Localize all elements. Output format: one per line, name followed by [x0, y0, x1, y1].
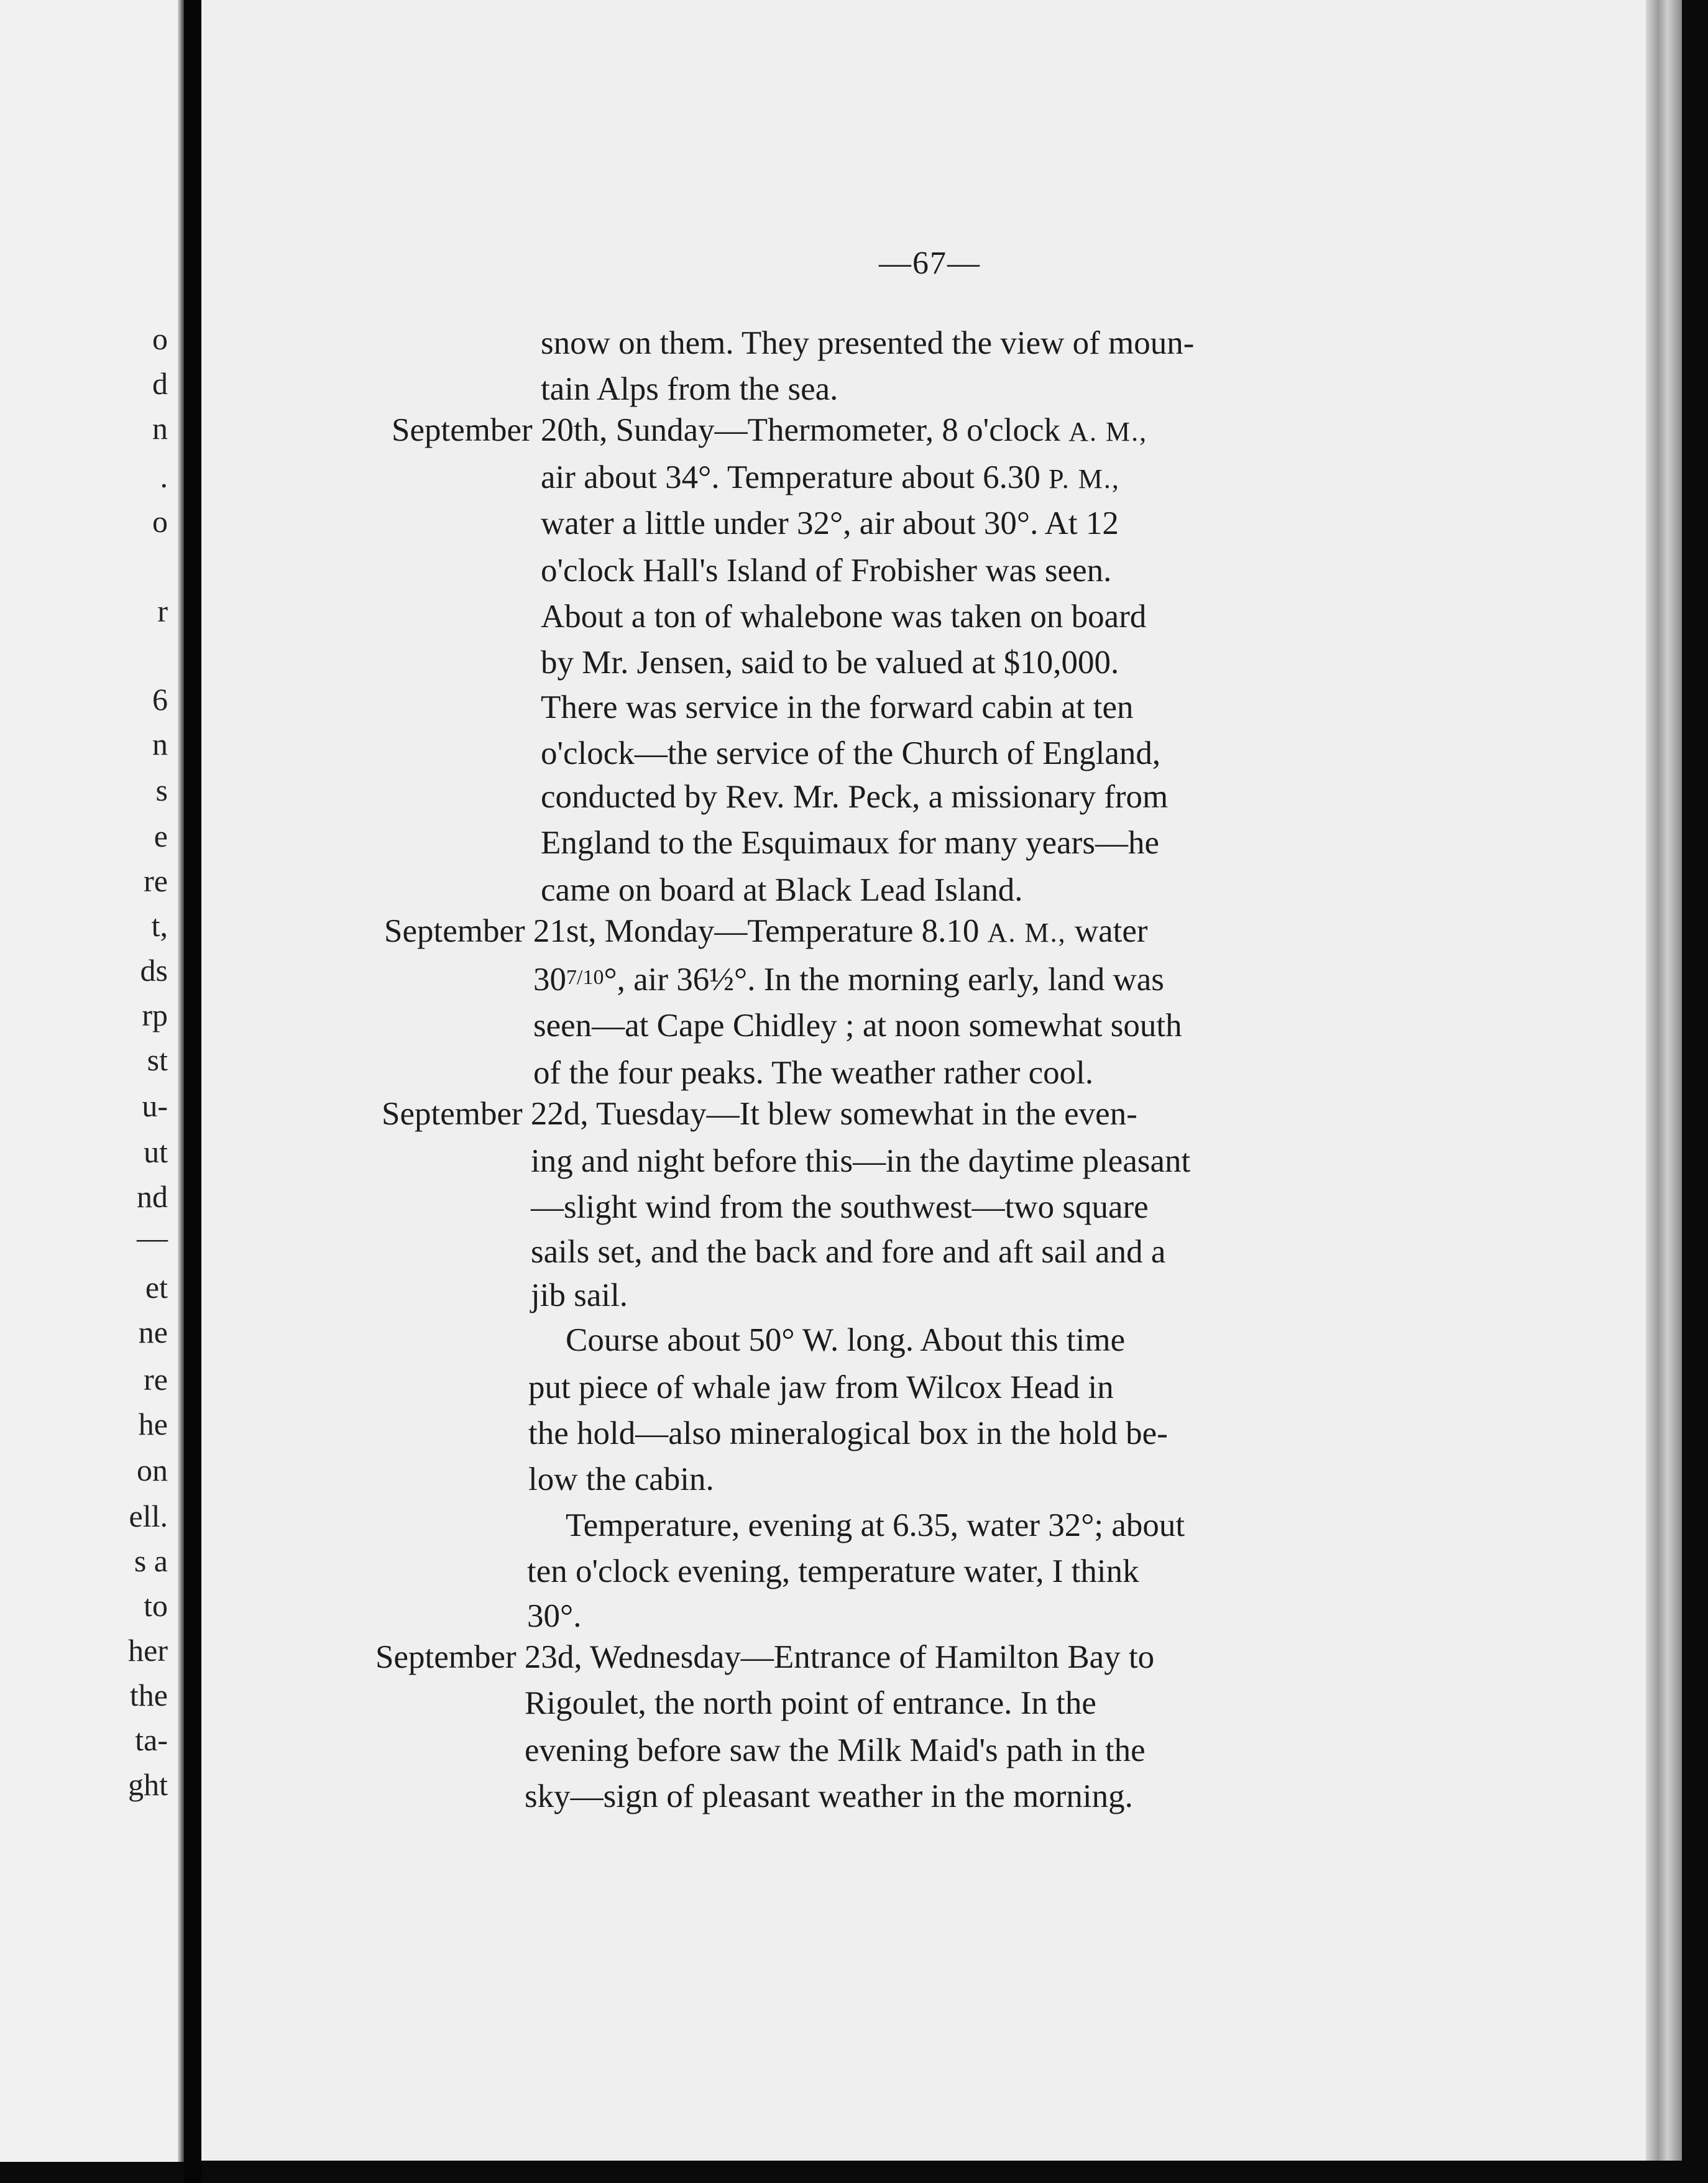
text-line: ten o'clock evening, temperature water, I think [527, 1553, 1139, 1589]
facing-page [0, 0, 184, 2162]
text-line: air about 34°. Temperature about 6.30 [541, 459, 1049, 495]
text-line: jib sail. [531, 1277, 628, 1313]
text-line: the hold—also mineralogical box in the hold be- [528, 1415, 1168, 1451]
text-line: There was service in the forward cabin at ten [541, 689, 1134, 725]
text-line: °, air 36½°. In the morning early, land was [604, 962, 1164, 998]
facing-page-text: ds [140, 953, 168, 988]
text-line: ing and night before this—in the daytime pleasant [531, 1143, 1191, 1179]
text-line: seen—at Cape Chidley ; at noon somewhat south [533, 1008, 1182, 1044]
facing-page-text: 6 [152, 682, 168, 717]
time-abbrev: A. M., [987, 917, 1067, 948]
facing-page-text: the [129, 1678, 168, 1712]
text-line: conducted by Rev. Mr. Peck, a missionary from [541, 779, 1169, 815]
page-edge-shadow [178, 0, 184, 2162]
page-edge-shadow [1646, 0, 1682, 2161]
entry-heading: September 22d, Tuesday—It blew somewhat in the even- [382, 1096, 1137, 1132]
time-abbrev: P. M., [1049, 464, 1120, 494]
text-line: water a little under 32°, air about 30°. At 12 [541, 505, 1119, 541]
text-line: September 20th, Sunday—Thermometer, 8 o'clock [392, 412, 1069, 448]
text-line: sails set, and the back and fore and aft sail and a [531, 1234, 1166, 1270]
facing-page-text: ght [128, 1767, 168, 1802]
entry-heading [392, 414, 1147, 447]
page-number: —67— [879, 246, 981, 281]
entry-heading [384, 915, 1148, 948]
facing-page-text: et [145, 1270, 168, 1305]
facing-page-text: rp [142, 998, 168, 1032]
text-line: Rigoulet, the north point of entrance. In the [525, 1685, 1096, 1721]
facing-page-text: r [157, 594, 168, 628]
text-line: Course about 50° W. long. About this time [566, 1322, 1126, 1358]
text-line: put piece of whale jaw from Wilcox Head in [528, 1369, 1114, 1405]
text-line: September 21st, Monday—Temperature 8.10 [384, 913, 988, 949]
facing-page-text: s a [134, 1543, 168, 1578]
text-line: England to the Esquimaux for many years—he [541, 825, 1159, 861]
text-line: snow on them. They presented the view of moun- [541, 325, 1195, 361]
facing-page-text: her [128, 1633, 168, 1668]
text-line: —slight wind from the southwest—two square [531, 1189, 1149, 1225]
time-abbrev: A. M., [1068, 416, 1148, 447]
fraction: 7/10 [566, 966, 604, 989]
facing-page-text: ta- [135, 1722, 168, 1757]
facing-page-text: n [152, 411, 168, 446]
facing-page-text: re [144, 1362, 168, 1397]
facing-page-text: — [137, 1220, 168, 1255]
facing-page-text: nd [137, 1179, 168, 1214]
text-line: o'clock—the service of the Church of England, [541, 735, 1161, 771]
text-line: 30°. [527, 1598, 582, 1634]
facing-page-text: to [144, 1588, 168, 1623]
entry-heading: September 23d, Wednesday—Entrance of Hamilton Bay to [375, 1639, 1155, 1675]
page [201, 0, 1682, 2161]
facing-page-text: s [155, 773, 168, 807]
text-line: sky—sign of pleasant weather in the morning. [525, 1778, 1133, 1814]
book-gutter [184, 0, 201, 2183]
text-line: by Mr. Jensen, said to be valued at $10,000. [541, 645, 1119, 681]
facing-page-text: ut [144, 1134, 168, 1169]
text-line: tain Alps from the sea. [541, 371, 838, 407]
page-body [201, 0, 1682, 2161]
facing-page-text: e [154, 819, 168, 853]
facing-page-text: ne [138, 1315, 168, 1349]
facing-page-text: o [152, 504, 168, 539]
text-line [533, 963, 1164, 996]
facing-page-text: . [160, 459, 168, 494]
text-line [541, 461, 1120, 494]
text-line: o'clock Hall's Island of Frobisher was seen. [541, 553, 1112, 589]
text-line: 30 [533, 962, 566, 998]
facing-page-text: on [137, 1453, 168, 1487]
facing-page-text: st [147, 1042, 168, 1077]
text-line: low the cabin. [528, 1461, 714, 1497]
text-line: Temperature, evening at 6.35, water 32°; about [566, 1507, 1185, 1543]
facing-page-text: d [152, 366, 168, 401]
text-line: water [1066, 913, 1148, 949]
text-line: evening before saw the Milk Maid's path in the [525, 1732, 1146, 1768]
facing-page-text: re [144, 863, 168, 898]
facing-page-text: o [152, 321, 168, 356]
facing-page-text: n [152, 727, 168, 761]
facing-page-text: t, [151, 908, 168, 943]
facing-page-text: he [138, 1407, 168, 1441]
text-line: of the four peaks. The weather rather cool. [533, 1055, 1094, 1091]
text-line: About a ton of whalebone was taken on board [541, 599, 1147, 635]
text-line: came on board at Black Lead Island. [541, 872, 1023, 908]
facing-page-text: ell. [129, 1499, 168, 1533]
facing-page-text: u- [142, 1088, 168, 1123]
